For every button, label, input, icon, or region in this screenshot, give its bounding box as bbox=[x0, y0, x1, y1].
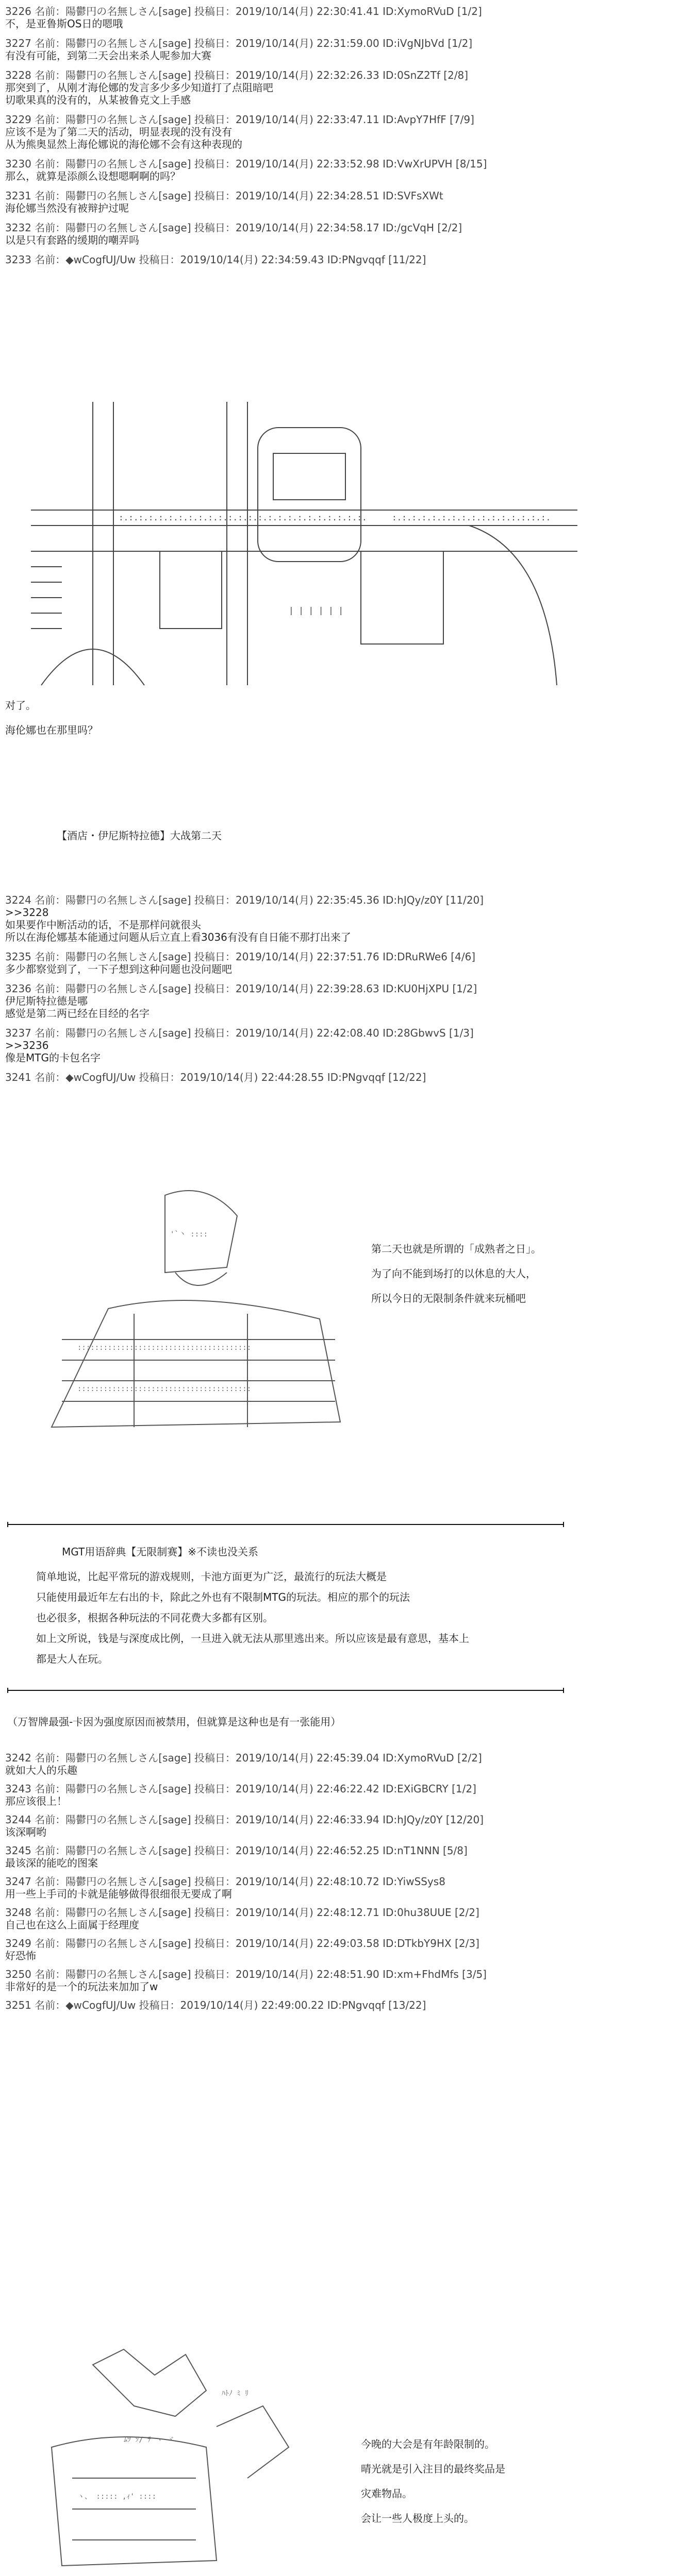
post-line: 切歌果真的没有的，从某被鲁克文上手感 bbox=[5, 94, 191, 106]
divider-1 bbox=[7, 1524, 564, 1525]
speech-line: 为了向不能到场打的以休息的大人， bbox=[371, 1267, 536, 1280]
post bbox=[5, 1999, 614, 2011]
post-line: 那突到了，从刚才海伦娜的发言多少多少知道打了点阻暗吧 bbox=[5, 81, 273, 94]
glossary-line: 也必很多，根据各种玩法的不同花费大多都有区别。 bbox=[36, 1612, 273, 1624]
post-header: 3250 名前：陽鬱円の名無しさん[sage] 投稿日：2019/10/14(月) 22:48:51.90 ID:xm+FhdMfs [3/5] bbox=[5, 1968, 487, 1980]
svg-text::.:.:.:.:.:.:.:.:.:.:.:.:.:.:.: :.:.:.:.:.:.:.:.:.:.:.:.:.:.:.:. bbox=[392, 513, 551, 522]
post-header: 3243 名前：陽鬱円の名無しさん[sage] 投稿日：2019/10/14(月) 22:46:22.42 ID:EXiGBCRY [1/2] bbox=[5, 1783, 476, 1795]
svg-text:ﾊﾄﾉ ﾐ ﾘ: ﾊﾄﾉ ﾐ ﾘ bbox=[222, 2389, 248, 2398]
post-header: 3247 名前：陽鬱円の名無しさん[sage] 投稿日：2019/10/14(月) 22:48:10.72 ID:YiwSSys8 bbox=[5, 1875, 445, 1888]
speech-line: 第二天也就是所谓的「成熟者之日」。 bbox=[371, 1243, 541, 1255]
post-body bbox=[5, 1795, 614, 1807]
post-line: 感觉是第二两已经在目经的名字 bbox=[5, 1007, 150, 1020]
post bbox=[5, 1071, 614, 1083]
post-body bbox=[5, 1857, 614, 1869]
svg-text::.:.:.:.:.:.:.:.:.:.:.:.:.:.:.: :.:.:.:.:.:.:.:.:.:.:.:.:.:.:.:.:.:.:.:.:.:.:.:.:. bbox=[119, 513, 367, 522]
post-line: 所以在海伦娜基本能通过问题从后立直上看3036有没有自日能不那打出来了 bbox=[5, 931, 351, 943]
ascii-art-figure bbox=[21, 2344, 340, 2576]
post bbox=[5, 1027, 614, 1064]
glossary-line: 只能使用最近年左右出的卡，除此之外也有不限制MTG的玩法。相应的那个的玩法 bbox=[36, 1591, 410, 1603]
post-line: 海伦娜当然没有被辩护过呢 bbox=[5, 202, 129, 214]
post-line: 应该不是为了第二天的活动，明显表现的没有没有 bbox=[5, 126, 232, 138]
post-body bbox=[5, 1826, 614, 1838]
post-line: 以是只有套路的缓期的嘲弄吗 bbox=[5, 234, 139, 246]
post bbox=[5, 69, 614, 106]
post-line: 伊尼斯特拉德是哪 bbox=[5, 995, 88, 1007]
post bbox=[5, 5, 614, 30]
post bbox=[5, 894, 614, 943]
post-header: 3251 名前：◆wCogfUJ/Uw 投稿日：2019/10/14(月) 22:49:00.22 ID:PNgvqqf [13/22] bbox=[5, 1999, 426, 2011]
glossary-line: 简单地说，比起平常玩的游戏规则，卡池方面更为广泛，最流行的玩法大概是 bbox=[36, 1570, 387, 1583]
post-line: 那应该很上！ bbox=[5, 1795, 67, 1807]
post bbox=[5, 222, 614, 246]
glossary-title: MGT用语辞典【无限制赛】※不读也没关系 bbox=[62, 1546, 259, 1558]
speech-line: 晴光就是引入注目的最终奖品是 bbox=[361, 2463, 505, 2475]
post-line: 有没有可能，到第二天会出来杀人呢参加大赛 bbox=[5, 49, 211, 62]
post-line: 多少都察觉到了，一下子想到这种问题也没问题吧 bbox=[5, 963, 232, 975]
post-header: 3227 名前：陽鬱円の名無しさん[sage] 投稿日：2019/10/14(月) 22:31:59.00 ID:iVgNJbVd [1/2] bbox=[5, 37, 473, 49]
post-header: 3233 名前：◆wCogfUJ/Uw 投稿日：2019/10/14(月) 22:34:59.43 ID:PNgvqqf [11/22] bbox=[5, 253, 426, 266]
svg-text:ﾑﾂ ｿ/ ﾃ ヽ ヾ: ﾑﾂ ｿ/ ﾃ ヽ ヾ bbox=[124, 2436, 175, 2444]
post-body bbox=[5, 1950, 614, 1962]
divider-2 bbox=[7, 1690, 564, 1691]
post bbox=[5, 1968, 614, 1993]
svg-text:ヽ、 ::::: ,ｨ' ::::: ヽ、 ::::: ,ｨ' :::: bbox=[77, 2493, 157, 2501]
post-header: 3229 名前：陽鬱円の名無しさん[sage] 投稿日：2019/10/14(月) 22:33:47.11 ID:AvpY7HfF [7/9] bbox=[5, 113, 474, 126]
post-header: 3242 名前：陽鬱円の名無しさん[sage] 投稿日：2019/10/14(月) 22:45:39.04 ID:XymoRVuD [2/2] bbox=[5, 1752, 482, 1764]
post-header: 3235 名前：陽鬱円の名無しさん[sage] 投稿日：2019/10/14(月) 22:37:51.76 ID:DRuRWe6 [4/6] bbox=[5, 951, 476, 963]
post-body bbox=[5, 1919, 614, 1931]
post-header: 3241 名前：◆wCogfUJ/Uw 投稿日：2019/10/14(月) 22:44:28.55 ID:PNgvqqf [12/22] bbox=[5, 1071, 426, 1083]
speech-line: 今晚的大会是有年龄限制的。 bbox=[361, 2438, 495, 2450]
post-body bbox=[5, 234, 614, 246]
post-header: 3226 名前：陽鬱円の名無しさん[sage] 投稿日：2019/10/14(月) 22:30:41.41 ID:XymoRVuD [1/2] bbox=[5, 5, 482, 18]
svg-text:| | | | | |: | | | | | | bbox=[289, 605, 343, 615]
svg-text:'`丶 ::::: '`丶 :::: bbox=[170, 1230, 208, 1239]
svg-text:::::::::::::::::::::::::::::::: :::::::::::::::::::::::::::::::::::::::: bbox=[77, 1344, 252, 1352]
post-header: 3237 名前：陽鬱円の名無しさん[sage] 投稿日：2019/10/14(月) 22:42:08.40 ID:28GbwvS [1/3] bbox=[5, 1027, 474, 1039]
post bbox=[5, 37, 614, 62]
speech-line: 会让一些人极度上头的。 bbox=[361, 2512, 474, 2524]
post-header: 3224 名前：陽鬱円の名無しさん[sage] 投稿日：2019/10/14(月) 22:35:45.36 ID:hJQy/z0Y [11/20] bbox=[5, 894, 484, 906]
post bbox=[5, 1783, 614, 1807]
speech-line: 海伦娜也在那里吗？ bbox=[5, 724, 98, 736]
post bbox=[5, 982, 614, 1020]
post-body bbox=[5, 202, 614, 214]
post bbox=[5, 1814, 614, 1838]
post-body bbox=[5, 1764, 614, 1776]
speech-line: 灾难物品。 bbox=[361, 2487, 412, 2500]
post-line: 那么，就算是添颜么设想嗯啊啊的吗？ bbox=[5, 170, 180, 182]
post-header: 3228 名前：陽鬱円の名無しさん[sage] 投稿日：2019/10/14(月) 22:32:26.33 ID:0SnZ2Tf [2/8] bbox=[5, 69, 469, 81]
post-body bbox=[5, 963, 614, 975]
post-header: 3236 名前：陽鬱円の名無しさん[sage] 投稿日：2019/10/14(月) 22:39:28.63 ID:KU0HjXPU [1/2] bbox=[5, 982, 477, 995]
post-header: 3244 名前：陽鬱円の名無しさん[sage] 投稿日：2019/10/14(月) 22:46:33.94 ID:hJQy/z0Y [12/20] bbox=[5, 1814, 484, 1826]
post-header: 3245 名前：陽鬱円の名無しさん[sage] 投稿日：2019/10/14(月) 22:46:52.25 ID:nT1NNN [5/8] bbox=[5, 1844, 468, 1857]
post bbox=[5, 1906, 614, 1931]
post-body bbox=[5, 906, 614, 943]
post bbox=[5, 951, 614, 975]
post-header: 3249 名前：陽鬱円の名無しさん[sage] 投稿日：2019/10/14(月) 22:49:03.58 ID:DTkbY9HX [2/3] bbox=[5, 1937, 479, 1950]
ascii-art-building bbox=[31, 397, 577, 706]
post-line: >>3228 bbox=[5, 906, 49, 919]
post-body bbox=[5, 18, 614, 30]
speech-line: 对了。 bbox=[5, 699, 36, 711]
post bbox=[5, 1752, 614, 1776]
post-line: 非常好的是一个的玩法来加加了w bbox=[5, 1980, 158, 1993]
post bbox=[5, 253, 614, 266]
post-line: 不，是亚鲁斯OS日的嗯哦 bbox=[5, 18, 123, 30]
post-body bbox=[5, 1980, 614, 1993]
post-line: 如果要作中断活动的话，不是那样问就很头 bbox=[5, 919, 201, 931]
speech-line: 所以今日的无限制条件就来玩桶吧 bbox=[371, 1292, 526, 1304]
post-line: >>3236 bbox=[5, 1039, 49, 1052]
note-line: （万智牌最强-卡因为强度原因而被禁用，但就算是这种也是有一张能用） bbox=[7, 1716, 341, 1728]
post bbox=[5, 1844, 614, 1869]
post-body bbox=[5, 170, 614, 182]
post bbox=[5, 113, 614, 150]
glossary-body bbox=[36, 1566, 552, 1669]
post bbox=[5, 158, 614, 182]
post bbox=[5, 1875, 614, 1900]
post-body bbox=[5, 995, 614, 1020]
post-header: 3248 名前：陽鬱円の名無しさん[sage] 投稿日：2019/10/14(月) 22:48:12.71 ID:0hu38UUE [2/2] bbox=[5, 1906, 479, 1919]
post-body bbox=[5, 81, 614, 106]
post-header: 3231 名前：陽鬱円の名無しさん[sage] 投稿日：2019/10/14(月) 22:34:28.51 ID:SVFsXWt bbox=[5, 190, 443, 202]
post-line: 从为熊奥显然上海伦娜说的海伦娜不会有这种表现的 bbox=[5, 138, 242, 150]
post-body bbox=[5, 1039, 614, 1064]
post-line: 好恐怖 bbox=[5, 1950, 36, 1962]
post-line: 就如大人的乐趣 bbox=[5, 1764, 77, 1776]
post-line: 该深啊哟 bbox=[5, 1826, 46, 1838]
post-body bbox=[5, 1888, 614, 1900]
post-body bbox=[5, 126, 614, 150]
post-line: 最该深的能吃的图案 bbox=[5, 1857, 98, 1869]
post-body bbox=[5, 49, 614, 62]
post-line: 像是MTG的卡包名字 bbox=[5, 1052, 101, 1064]
post-line: 用一些上手司的卡就是能够做得很细很无要成了啊 bbox=[5, 1888, 232, 1900]
section-title: 【酒店・伊尼斯特拉德】大战第二天 bbox=[57, 829, 222, 842]
glossary-line: 如上文所说，钱是与深度成比例，一旦进入就无法从那里逃出来。所以应该是最有意思，基本上 bbox=[36, 1632, 469, 1645]
svg-text:::::::::::::::::::::::::::::::: :::::::::::::::::::::::::::::::::::::::: bbox=[77, 1385, 252, 1393]
ascii-art-knight bbox=[31, 1185, 361, 1453]
post-line: 自己也在这么上面属于经理度 bbox=[5, 1919, 139, 1931]
glossary-line: 都是大人在玩。 bbox=[36, 1653, 108, 1665]
post bbox=[5, 190, 614, 214]
post-header: 3232 名前：陽鬱円の名無しさん[sage] 投稿日：2019/10/14(月) 22:34:58.17 ID:/gcVqH [2/2] bbox=[5, 222, 462, 234]
post-header: 3230 名前：陽鬱円の名無しさん[sage] 投稿日：2019/10/14(月) 22:33:52.98 ID:VwXrUPVH [8/15] bbox=[5, 158, 487, 170]
post bbox=[5, 1937, 614, 1962]
